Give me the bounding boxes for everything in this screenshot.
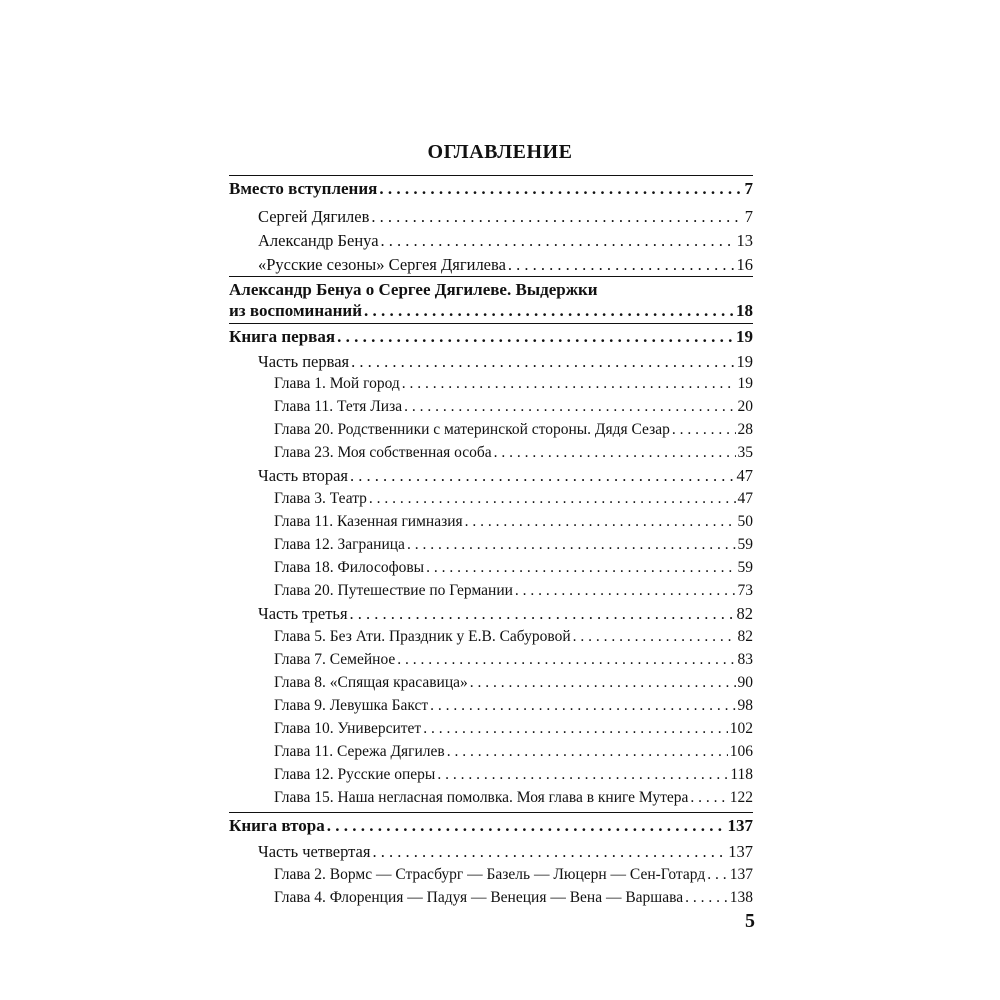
entry-page: 7 [744,179,753,198]
toc-entry-part[interactable] [229,602,753,626]
entry-page: 83 [737,651,753,668]
toc-entry-chapter[interactable] [229,372,753,396]
entry-page: 138 [729,889,753,906]
entry-page: 122 [729,789,753,806]
divider-line [229,276,753,277]
entry-page: 98 [737,697,753,714]
dot-leader [402,372,736,396]
dot-leader [407,533,736,557]
entry-page: 137 [727,816,753,835]
dot-leader [351,350,734,374]
entry-page: 118 [730,766,753,783]
divider-line [229,323,753,324]
entry-label: Часть первая [258,352,350,371]
dot-leader [364,299,734,323]
toc-entry-chapter[interactable] [229,671,753,695]
entry-label: Глава 18. Философовы [274,559,425,576]
entry-label: Глава 8. «Спящая красавица» [274,674,468,691]
entry-page: 90 [737,674,753,691]
toc-title: ОГЛАВЛЕНИЕ [427,141,573,163]
entry-page: 7 [744,207,753,226]
entry-page: 137 [728,842,753,861]
entry-label: Александр Бенуа [258,231,379,250]
divider-line [229,812,753,813]
toc-entry-chapter[interactable] [229,556,753,580]
entry-page: 28 [737,421,753,438]
dot-leader [369,487,736,511]
dot-leader [508,253,735,277]
dot-leader [371,205,742,229]
entry-label: Глава 20. Родственники с материнской стороны. Дядя Сезар [274,421,670,438]
dot-leader [337,325,734,349]
toc-entry-chapter[interactable] [229,886,753,910]
entry-label: Глава 12. Русские оперы [274,766,436,783]
page-number: 5 [745,910,755,932]
entry-page: 50 [737,513,753,530]
dot-leader [515,579,736,603]
dot-leader [350,464,734,488]
toc-entry-chapter[interactable] [229,487,753,511]
toc-entry-chapter[interactable] [229,863,753,887]
entry-page: 106 [729,743,753,760]
entry-label: Вместо вступления [229,179,378,198]
entry-page: 47 [736,466,753,485]
entry-label-line1: Александр Бенуа о Сергее Дягилеве. Выдержки [229,280,598,299]
toc-entry-book[interactable] [229,325,753,349]
entry-label: Глава 10. Университет [274,720,422,737]
divider-line [229,175,753,176]
toc-entry-part[interactable] [229,350,753,374]
dot-leader [327,814,726,838]
toc-entry-subsection[interactable] [229,229,753,253]
toc-entry-chapter[interactable] [229,740,753,764]
entry-label: Глава 20. Путешествие по Германии [274,582,513,599]
entry-label: Глава 3. Театр [274,490,367,507]
toc-entry-chapter[interactable] [229,625,753,649]
entry-label: Глава 11. Тетя Лиза [274,398,403,415]
toc-entry-part[interactable] [229,464,753,488]
dot-leader [690,786,727,810]
toc-entry-book[interactable] [229,814,753,838]
dot-leader [470,671,736,695]
entry-page: 59 [737,559,753,576]
toc-entry-chapter[interactable] [229,786,753,810]
dot-leader [573,625,736,649]
entry-page: 19 [737,375,753,392]
entry-page: 82 [737,628,753,645]
entry-label: Глава 5. Без Ати. Праздник у Е.В. Сабуровой [274,628,571,645]
dot-leader [437,763,728,787]
entry-label: Глава 15. Наша негласная помолвка. Моя глава в книге Мутера [274,789,689,806]
toc-entry-section[interactable] [229,177,753,201]
entry-label: Часть третья [258,604,348,623]
entry-page: 19 [736,327,753,346]
toc-entry-part[interactable] [229,840,753,864]
entry-label: Глава 1. Мой город [274,375,400,392]
toc-entry-chapter[interactable] [229,441,753,465]
toc-entry-subsection[interactable] [229,253,753,277]
entry-label: Глава 11. Казенная гимназия [274,513,463,530]
entry-label: Глава 12. Заграница [274,536,405,553]
entry-page: 137 [729,866,753,883]
toc-entry-chapter[interactable] [229,395,753,419]
dot-leader [350,602,735,626]
dot-leader [426,556,735,580]
dot-leader [672,418,736,442]
toc-entry-chapter[interactable] [229,694,753,718]
entry-page: 59 [737,536,753,553]
entry-page: 16 [736,255,753,274]
dot-leader [381,229,735,253]
dot-leader [465,510,736,534]
entry-page: 19 [736,352,753,371]
entry-page: 73 [737,582,753,599]
entry-page: 82 [736,604,753,623]
dot-leader [430,694,735,718]
toc-entry-section[interactable] [229,299,753,323]
entry-label: «Русские сезоны» Сергея Дягилева [258,255,506,274]
entry-page: 13 [736,231,753,250]
dot-leader [404,395,735,419]
toc-entry-chapter[interactable] [229,418,753,442]
entry-label: Глава 23. Моя собственная особа [274,444,492,461]
entry-page: 35 [737,444,753,461]
entry-label: Сергей Дягилев [258,207,370,226]
toc-entry-chapter[interactable] [229,763,753,787]
toc-entry-chapter[interactable] [229,648,753,672]
toc-entry-chapter[interactable] [229,533,753,557]
entry-label: Часть четвертая [258,842,371,861]
dot-leader [447,740,728,764]
toc-entry-chapter[interactable] [229,579,753,603]
entry-label: Книга первая [229,327,336,346]
entry-label: Глава 11. Сережа Дягилев [274,743,445,760]
entry-label: из воспоминаний [229,301,363,320]
dot-leader [397,648,735,672]
dot-leader [494,441,736,465]
entry-page: 47 [737,490,753,507]
dot-leader [423,717,728,741]
entry-label: Глава 9. Левушка Бакст [274,697,429,714]
dot-leader [372,840,726,864]
entry-label: Глава 7. Семейное [274,651,396,668]
entry-label: Книга втора [229,816,325,835]
entry-label: Часть вторая [258,466,349,485]
dot-leader [707,863,728,887]
dot-leader [685,886,728,910]
entry-page: 102 [729,720,753,737]
entry-label: Глава 4. Флоренция — Падуя — Венеция — Вена — Варшава [274,889,684,906]
dot-leader [379,177,742,201]
entry-page: 20 [737,398,753,415]
toc-entry-subsection[interactable] [229,205,753,229]
toc-entry-chapter[interactable] [229,717,753,741]
entry-label: Глава 2. Вормс — Страсбург — Базель — Люцерн — Сен-Готард [274,866,706,883]
toc-entry-chapter[interactable] [229,510,753,534]
entry-page: 18 [736,301,753,320]
